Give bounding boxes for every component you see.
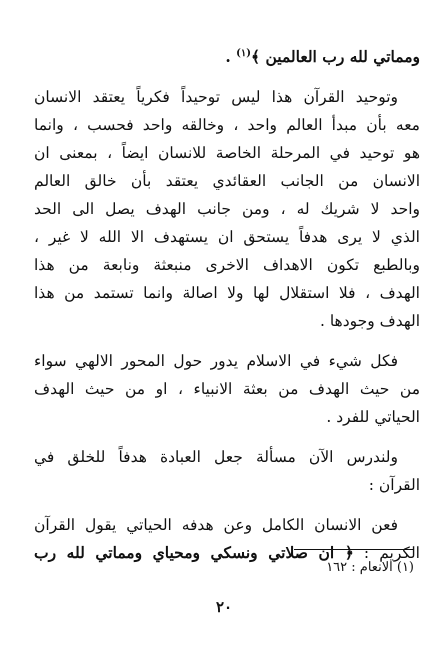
paragraph-line: ولندرس الآن مسألة جعل العبادة هدفاً للخلق في — [34, 448, 398, 467]
paragraph-line: الهدف وجودها . — [319, 312, 420, 331]
verse-ending: ومماتي لله رب العالمين ﴾ — [250, 47, 420, 67]
paragraph-line: واحد لا شريك له ، ومن جانب الهدف يصل الى الحد — [34, 200, 420, 219]
quran-verse: ﴿ ان صلاتي ونسكي ومحياي ومماتي لله رب — [34, 543, 354, 563]
page-number: ٢٠ — [215, 598, 233, 616]
footnote: (١) الانعام : ١٦٢ — [326, 560, 414, 575]
paragraph-line: وبالطبع تكون الاهداف الاخرى منبعثة ونابعة من هذا — [34, 256, 420, 275]
paragraph-line: هو توحيد في المرحلة الخاصة للانسان ايضاً ، بمعنى ان — [34, 144, 420, 163]
paragraph-3 — [34, 347, 420, 431]
paragraph-line: فعن الانسان الكامل وعن هدفه الحياتي يقول القرآن — [34, 516, 398, 535]
paragraph-5 — [34, 511, 420, 567]
paragraph-line: معه بأن مبدأ العالم واحد ، وخالقه واحد فحسب ، وانما — [34, 116, 420, 135]
paragraph-line: الذي لا يرى هدفاً يستحق ان يستهدف الا الله لا غير ، — [34, 228, 420, 247]
paragraph-4 — [34, 443, 420, 499]
page-body — [34, 40, 420, 640]
paragraph-line: من حيث الهدف من بعثة الانبياء ، او من حيث الهدف — [34, 380, 420, 399]
verse-period: . — [225, 47, 231, 67]
paragraph-line: الهدف ، فلا استقلال لها ولا اصالة وانما تستمد من هذا — [34, 284, 420, 303]
paragraph-line: الحياتي للفرد . — [326, 408, 420, 427]
footnote-marker: (١) — [236, 48, 251, 59]
paragraph-line: وتوحيد القرآن هذا ليس توحيداً فكرياً يعتقد الانسان — [34, 88, 398, 107]
paragraph-2 — [34, 83, 420, 335]
quote-intro: الكريم : — [353, 544, 420, 563]
paragraph-line: فكل شيء في الاسلام يدور حول المحور الالهي سواء — [34, 352, 398, 371]
paragraph-line: القرآن : — [368, 476, 420, 495]
paragraph-1-line — [34, 40, 420, 71]
footnote-divider — [294, 549, 414, 550]
paragraph-line: الانسان من الجانب العقائدي يعتقد بأن خالق العالم — [34, 172, 420, 191]
